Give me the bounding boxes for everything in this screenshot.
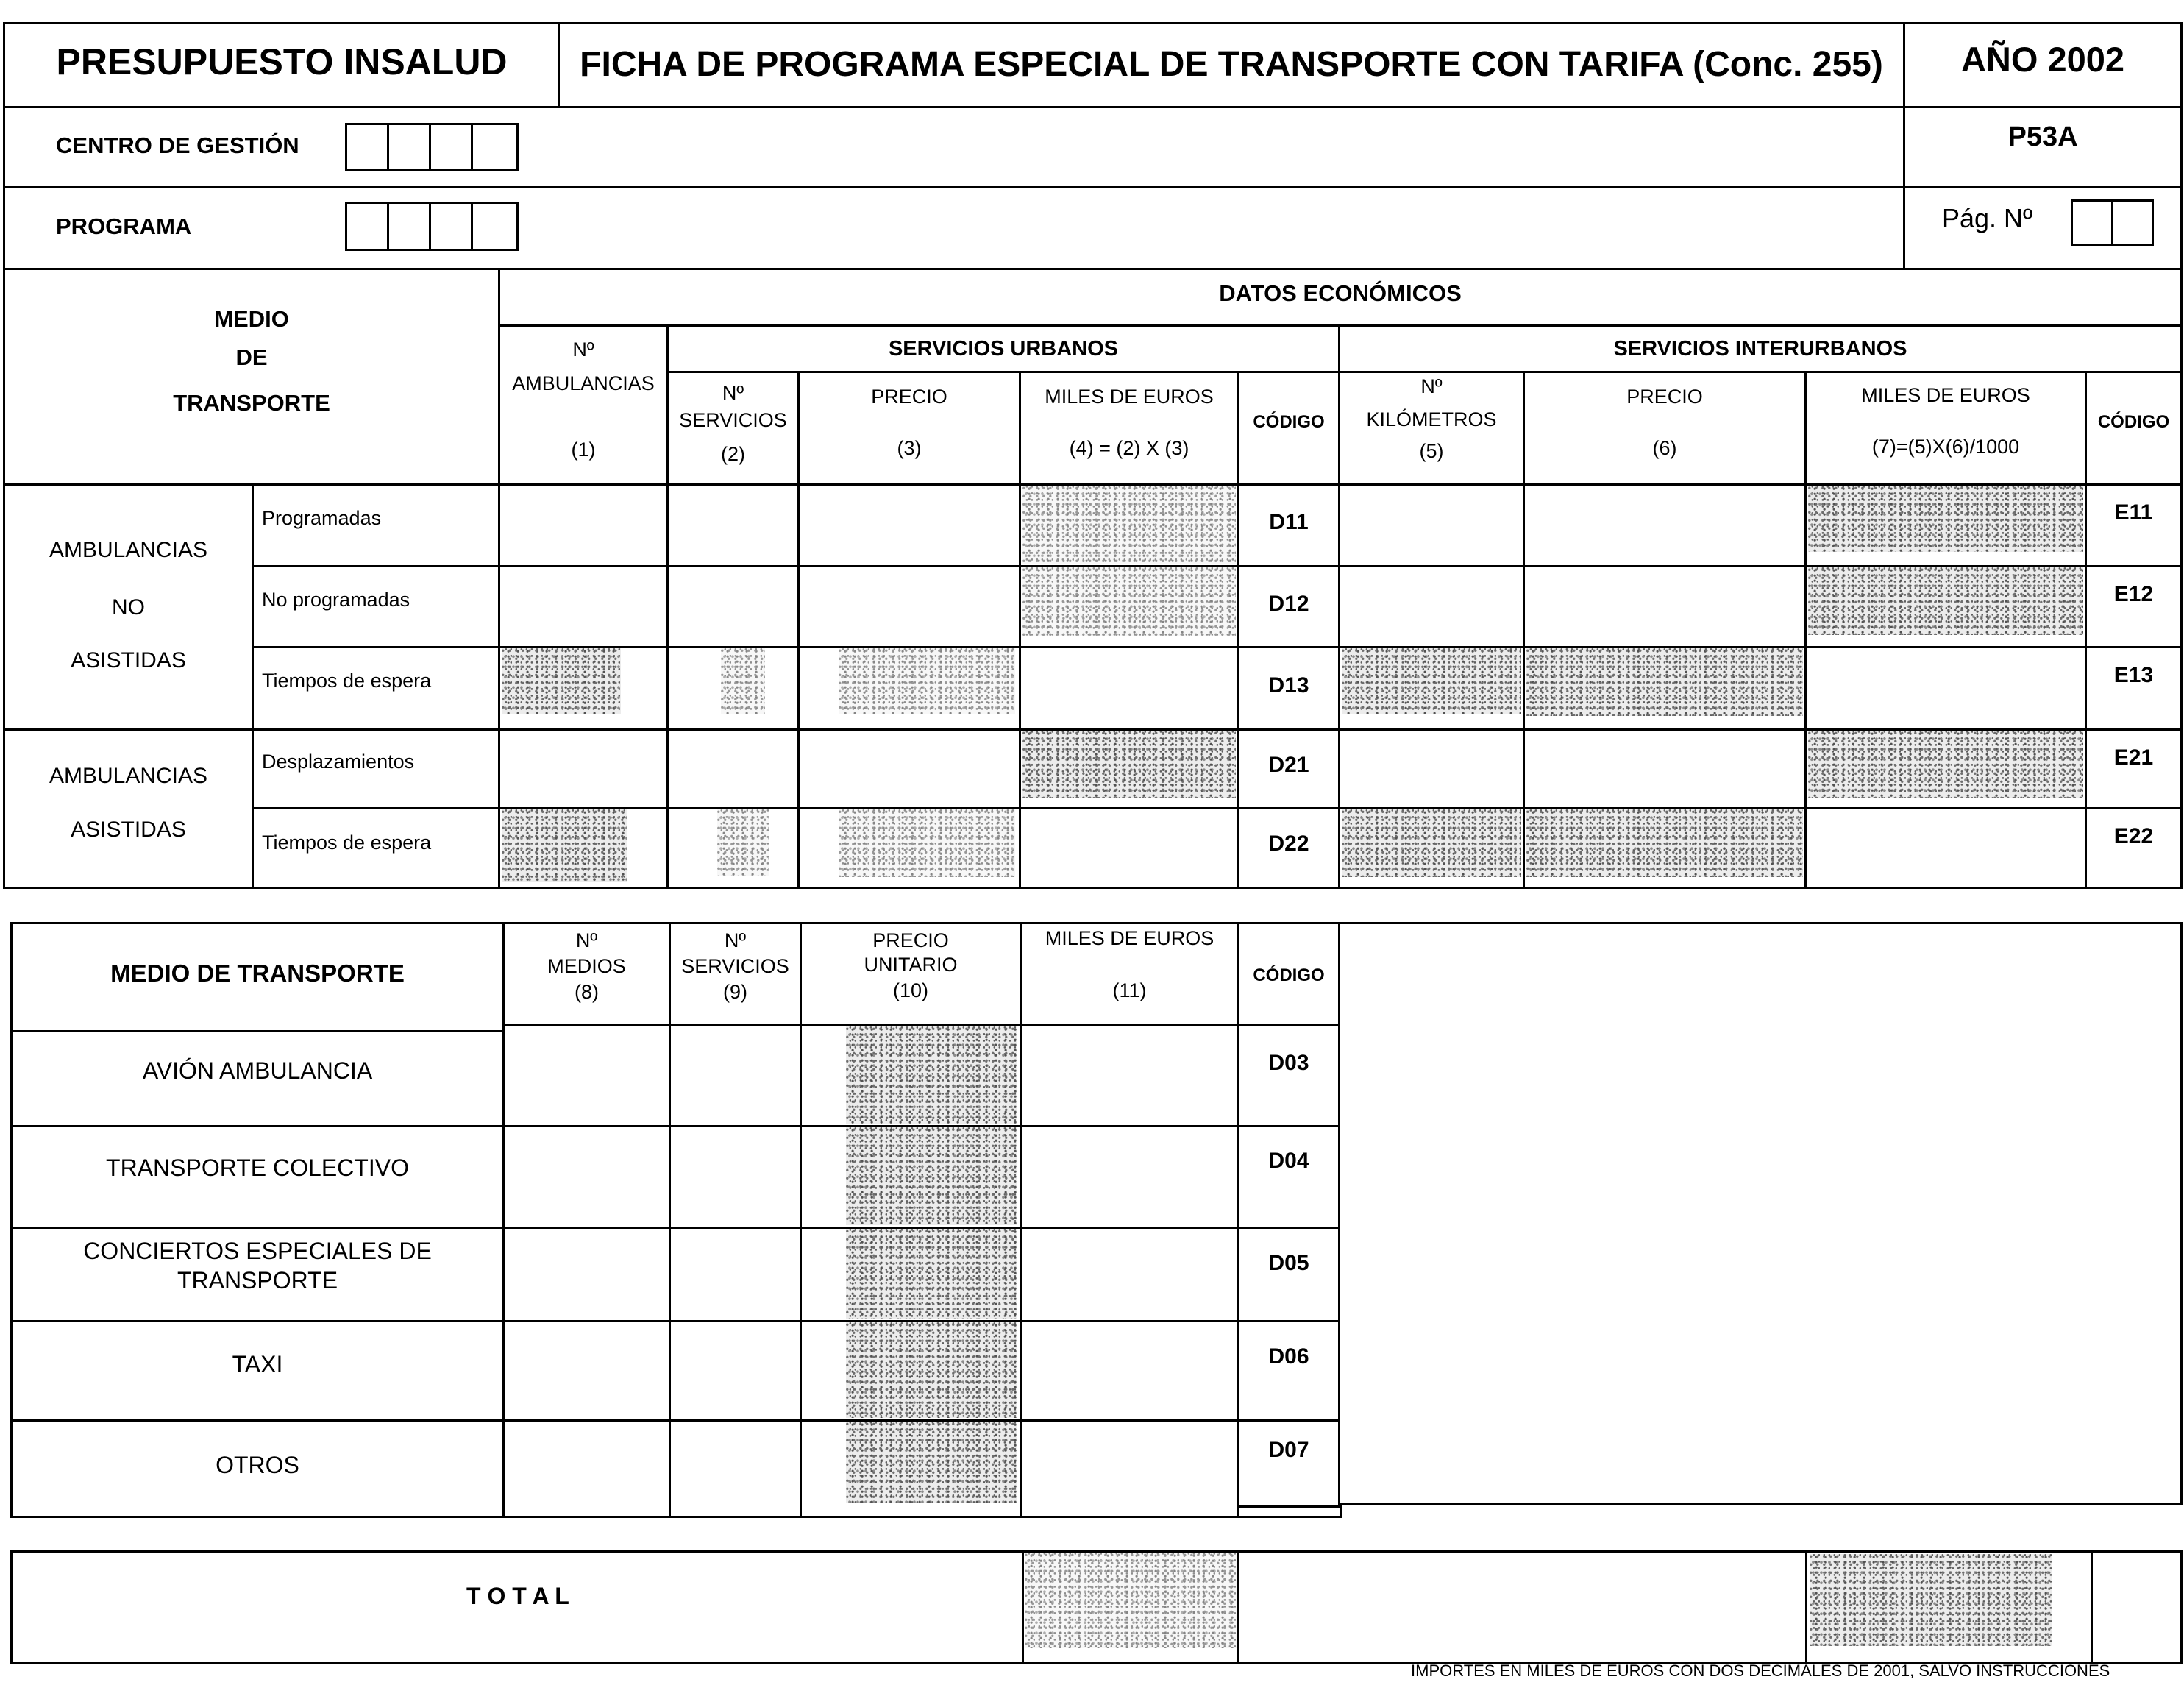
input-servicios-urbanos[interactable] bbox=[666, 483, 800, 567]
input-precio-interurbanos[interactable] bbox=[1523, 728, 1807, 809]
input-medios[interactable] bbox=[502, 1024, 671, 1127]
col9-header-line3: (9) bbox=[723, 980, 747, 1003]
group-asistidas-line2: ASISTIDAS bbox=[71, 817, 186, 842]
page-number-label: Pág. Nº bbox=[1942, 203, 2033, 233]
shaded-area bbox=[502, 809, 627, 882]
medio-header-line1: MEDIO bbox=[214, 306, 289, 332]
programa-code-box-1[interactable] bbox=[345, 202, 389, 251]
col11-header-line1: MILES DE EUROS bbox=[1045, 926, 1214, 949]
col2-header-line2: SERVICIOS bbox=[679, 408, 787, 431]
shaded-area bbox=[1342, 648, 1521, 714]
table2-medio-header: MEDIO DE TRANSPORTE bbox=[110, 960, 405, 987]
header-org: PRESUPUESTO INSALUD bbox=[56, 40, 508, 82]
footer-note: IMPORTES EN MILES DE EUROS CON DOS DECIMALES DE 2001, SALVO INSTRUCCIONES bbox=[1411, 1661, 2110, 1680]
col3-header-line2: (3) bbox=[897, 436, 922, 459]
shaded-area bbox=[1808, 486, 2083, 552]
shaded-area bbox=[502, 648, 621, 714]
shaded-area bbox=[721, 648, 765, 714]
table2-notes-area bbox=[1338, 922, 2183, 1505]
row-code-e: E13 bbox=[2113, 663, 2154, 687]
datos-header: DATOS ECONÓMICOS bbox=[1219, 280, 1462, 306]
codigo-e-header: CÓDIGO bbox=[2097, 412, 2170, 432]
shaded-area bbox=[1808, 731, 2083, 798]
table2-row-code: D05 bbox=[1268, 1251, 1309, 1275]
col8-header-line3: (8) bbox=[575, 980, 599, 1003]
input-medios[interactable] bbox=[502, 1125, 671, 1229]
input-ambulancias[interactable] bbox=[498, 483, 669, 567]
col4-header-line1: MILES DE EUROS bbox=[1045, 385, 1214, 408]
header-year: AÑO 2002 bbox=[1960, 39, 2125, 79]
shaded-area bbox=[1342, 809, 1521, 877]
input-precio-urbanos[interactable] bbox=[797, 728, 1021, 809]
col5-header-line2: KILÓMETROS bbox=[1366, 408, 1497, 430]
input-ambulancias[interactable] bbox=[498, 565, 669, 648]
medio-header-line2: DE bbox=[235, 344, 268, 370]
col1-header-line3: (1) bbox=[571, 438, 596, 461]
col8-header-line1: Nº bbox=[575, 929, 598, 951]
shaded-area bbox=[846, 1229, 1017, 1319]
group-asistidas-cell bbox=[3, 728, 254, 889]
col8-header-line2: MEDIOS bbox=[547, 954, 626, 977]
codigo-header: CÓDIGO bbox=[1253, 965, 1325, 985]
input-precio-urbanos[interactable] bbox=[797, 483, 1021, 567]
total-middle-cell bbox=[1237, 1550, 1807, 1664]
row-code-e: E12 bbox=[2113, 582, 2154, 606]
row-label: Tiempos de espera bbox=[262, 831, 432, 854]
input-medios[interactable] bbox=[502, 1419, 671, 1518]
row-code-e: E21 bbox=[2113, 745, 2154, 770]
input-servicios-urbanos[interactable] bbox=[666, 565, 800, 648]
col11-header-line2: (11) bbox=[1112, 979, 1147, 1001]
col5-header-line1: Nº bbox=[1420, 375, 1443, 397]
shaded-area bbox=[839, 809, 1015, 877]
shaded-area bbox=[846, 1026, 1017, 1124]
input-miles-euros[interactable] bbox=[1020, 1125, 1239, 1229]
shaded-area bbox=[1808, 567, 2083, 635]
shaded-area bbox=[1526, 648, 1803, 716]
input-miles-euros[interactable] bbox=[1020, 1227, 1239, 1322]
table2-row-label: AVIÓN AMBULANCIA bbox=[142, 1057, 373, 1084]
col6-header-line2: (6) bbox=[1652, 436, 1677, 459]
table2-row-code: D04 bbox=[1268, 1149, 1309, 1173]
col1-header-line2: AMBULANCIAS bbox=[512, 372, 655, 394]
row-label: Programadas bbox=[262, 507, 382, 529]
row-code-d: D11 bbox=[1269, 510, 1309, 534]
input-servicios[interactable] bbox=[669, 1125, 802, 1229]
row-code-d: D12 bbox=[1268, 592, 1309, 616]
input-servicios[interactable] bbox=[669, 1227, 802, 1322]
input-kilometros[interactable] bbox=[1338, 728, 1525, 809]
centro-code-box-2[interactable] bbox=[387, 123, 431, 171]
input-medios[interactable] bbox=[502, 1227, 671, 1322]
row-code-d: D13 bbox=[1268, 673, 1309, 698]
table2-row-label: CONCIERTOS ESPECIALES DE bbox=[83, 1237, 432, 1264]
codigo-d-header: CÓDIGO bbox=[1253, 412, 1325, 432]
form-code: P53A bbox=[2007, 121, 2078, 152]
programa-label: PROGRAMA bbox=[56, 213, 192, 239]
row-label: Tiempos de espera bbox=[262, 670, 432, 692]
col7-header-line1: MILES DE EUROS bbox=[1861, 383, 2030, 406]
urbanos-header: SERVICIOS URBANOS bbox=[888, 336, 1119, 361]
programa-row bbox=[3, 186, 1905, 270]
centro-code-box-3[interactable] bbox=[429, 123, 473, 171]
table2-row-code: D03 bbox=[1268, 1051, 1309, 1075]
col2-header-line1: Nº bbox=[722, 381, 744, 404]
programa-code-box-2[interactable] bbox=[387, 202, 431, 251]
input-miles-euros-urbanos[interactable] bbox=[1019, 807, 1239, 889]
col10-header-line3: (10) bbox=[892, 979, 928, 1001]
shaded-area bbox=[1022, 731, 1236, 798]
group-asistidas-line1: AMBULANCIAS bbox=[49, 764, 208, 788]
programa-code-box-3[interactable] bbox=[429, 202, 473, 251]
total-code-cell bbox=[2091, 1550, 2183, 1664]
input-precio-urbanos[interactable] bbox=[797, 565, 1021, 648]
shaded-area bbox=[717, 809, 769, 876]
input-servicios[interactable] bbox=[669, 1320, 802, 1422]
centro-code-box-1[interactable] bbox=[345, 123, 389, 171]
header-title: FICHA DE PROGRAMA ESPECIAL DE TRANSPORTE CON TARIFA (Conc. 255) bbox=[580, 45, 1883, 84]
row-code-d: D21 bbox=[1268, 753, 1309, 777]
shaded-area bbox=[1526, 809, 1803, 877]
page-number-box-1[interactable] bbox=[2071, 199, 2113, 246]
input-miles-euros[interactable] bbox=[1020, 1419, 1239, 1518]
input-servicios[interactable] bbox=[669, 1419, 802, 1518]
shaded-area bbox=[1810, 1554, 2052, 1646]
input-miles-euros-urbanos[interactable] bbox=[1019, 646, 1239, 731]
input-servicios[interactable] bbox=[669, 1024, 802, 1127]
medio-header-line3: TRANSPORTE bbox=[173, 390, 330, 416]
interurbanos-header: SERVICIOS INTERURBANOS bbox=[1613, 336, 1907, 361]
col3-header-line1: PRECIO bbox=[871, 385, 947, 408]
programa-code-box-4[interactable] bbox=[471, 202, 519, 251]
col6-header-line1: PRECIO bbox=[1626, 385, 1703, 408]
group-no-asistidas-line2: NO bbox=[112, 595, 145, 620]
input-servicios-urbanos[interactable] bbox=[666, 728, 800, 809]
table2-row-code: D07 bbox=[1268, 1438, 1309, 1462]
centro-code-box-4[interactable] bbox=[471, 123, 519, 171]
col2-header-line3: (2) bbox=[721, 442, 745, 465]
col1-header-line1: Nº bbox=[572, 338, 594, 361]
table2-row-label-line2: TRANSPORTE bbox=[177, 1266, 338, 1294]
page-number-box-2[interactable] bbox=[2111, 199, 2154, 246]
table2-row-label: TRANSPORTE COLECTIVO bbox=[106, 1154, 409, 1181]
input-miles-euros-interurbanos[interactable] bbox=[1804, 646, 2087, 731]
group-no-asistidas-line3: ASISTIDAS bbox=[71, 648, 186, 673]
input-miles-euros[interactable] bbox=[1020, 1024, 1239, 1127]
group-no-asistidas-line1: AMBULANCIAS bbox=[49, 538, 208, 562]
col9-header-line1: Nº bbox=[724, 929, 747, 951]
row-code-d: D22 bbox=[1268, 831, 1309, 856]
input-kilometros[interactable] bbox=[1338, 565, 1525, 648]
col9-header-line2: SERVICIOS bbox=[681, 954, 789, 977]
row-label: No programadas bbox=[262, 589, 410, 611]
col10-header-line1: PRECIO bbox=[872, 929, 949, 951]
input-precio-interurbanos[interactable] bbox=[1523, 483, 1807, 567]
shaded-area bbox=[1022, 486, 1236, 564]
table2-row-code: D06 bbox=[1268, 1344, 1309, 1369]
total-label: T O T A L bbox=[466, 1583, 569, 1609]
table2-row-label: TAXI bbox=[232, 1350, 283, 1377]
shaded-area bbox=[1025, 1553, 1237, 1648]
table2-row-label: OTROS bbox=[216, 1451, 299, 1478]
col4-header-line2: (4) = (2) X (3) bbox=[1069, 436, 1189, 459]
input-miles-euros[interactable] bbox=[1020, 1320, 1239, 1422]
col5-header-line3: (5) bbox=[1419, 439, 1444, 462]
shaded-area bbox=[846, 1422, 1017, 1503]
shaded-area bbox=[846, 1127, 1017, 1225]
input-precio-interurbanos[interactable] bbox=[1523, 565, 1807, 648]
col10-header-line2: UNITARIO bbox=[864, 953, 958, 976]
shaded-area bbox=[846, 1322, 1017, 1418]
row-code-e: E22 bbox=[2113, 824, 2154, 848]
shaded-area bbox=[839, 648, 1015, 714]
shaded-area bbox=[1022, 567, 1236, 636]
input-miles-euros-interurbanos[interactable] bbox=[1804, 807, 2087, 889]
input-medios[interactable] bbox=[502, 1320, 671, 1422]
input-kilometros[interactable] bbox=[1338, 483, 1525, 567]
medio-header-cell bbox=[3, 268, 500, 486]
input-ambulancias[interactable] bbox=[498, 728, 669, 809]
row-label: Desplazamientos bbox=[262, 751, 415, 773]
col7-header-line2: (7)=(5)X(6)/1000 bbox=[1871, 435, 2020, 458]
row-code-e: E11 bbox=[2114, 500, 2153, 525]
centro-label: CENTRO DE GESTIÓN bbox=[56, 132, 299, 158]
